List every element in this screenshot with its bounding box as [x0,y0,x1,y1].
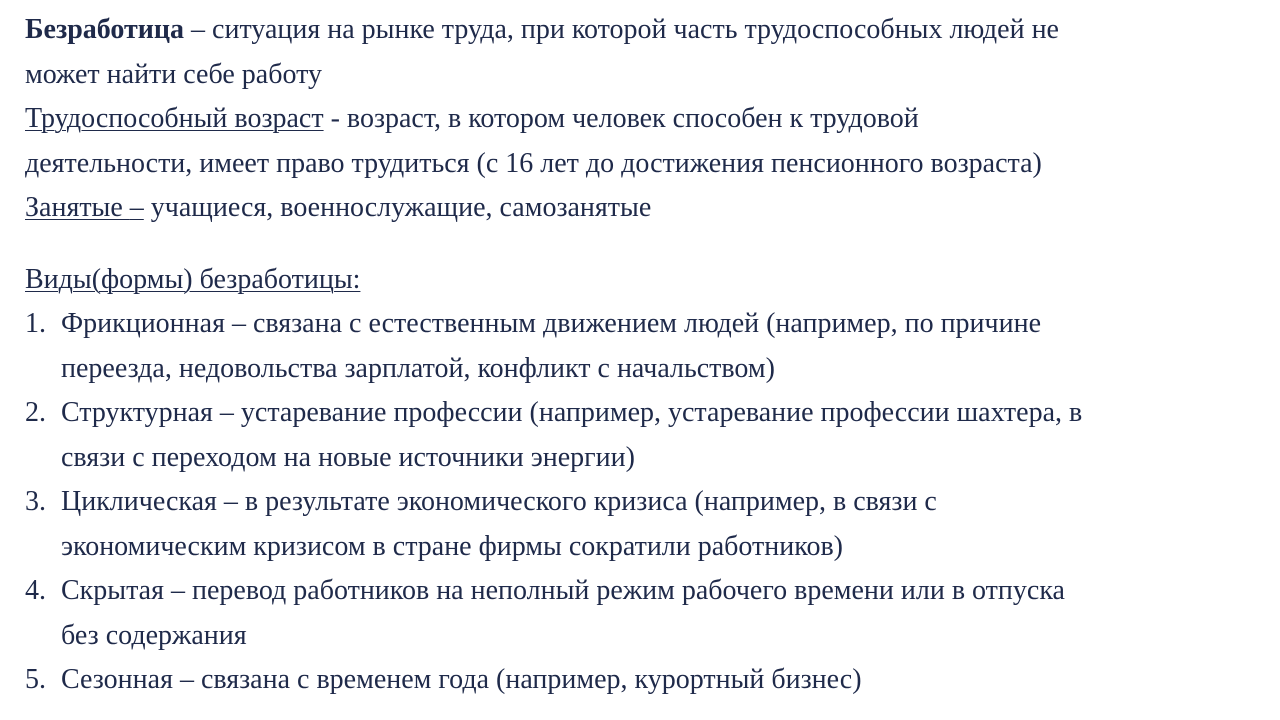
document [25,8,1265,703]
list-item [25,569,1265,658]
list-number: 1. [25,308,46,339]
list-item-text: Циклическая – в результате экономического кризиса (например, в связи с [61,486,937,517]
list-item [25,391,1265,480]
list-item-text: связи с переходом на новые источники энергии) [61,441,635,473]
list-item [25,302,1265,391]
list-item-text: Скрытая – перевод работников на неполный режим рабочего времени или в отпуска [61,575,1065,606]
definition-text: – ситуация на рынке труда, при которой часть трудоспособных людей не [184,14,1059,45]
spacer [25,231,1265,258]
definition-working-age [25,97,1265,142]
list-item-text: без содержания [61,619,247,651]
list-number: 5. [25,664,46,695]
list-item-text: Структурная – устаревание профессии (например, устаревание профессии шахтера, в [61,397,1083,428]
list-item [25,658,1265,703]
list-number: 2. [25,397,46,428]
term-unemployment: Безработица [25,14,185,45]
list-number: 4. [25,575,46,606]
list-item [25,480,1265,569]
definition-working-age-cont: деятельности, имеет право трудиться (с 16 лет до достижения пенсионного возраста) [25,147,1042,179]
definition-unemployment-cont: может найти себе работу [25,58,322,90]
definition-text: учащиеся, военнослужащие, самозанятые [143,192,652,223]
definition-text: - возраст, в котором человек способен к трудовой [323,103,919,134]
list-item-text: переезда, недовольства зарплатой, конфликт с начальством) [61,352,775,384]
list-item-text: Фрикционная – связана с естественным движением людей (например, по причине [61,308,1042,339]
list-item-text: экономическим кризисом в стране фирмы сократили работников) [61,530,843,562]
types-heading: Виды(формы) безработицы: [25,263,361,295]
list-number: 3. [25,486,46,517]
term-employed: Занятые – [25,192,144,223]
definition-unemployment [25,8,1265,53]
term-working-age: Трудоспособный возраст [25,103,324,134]
definition-employed [25,186,1265,231]
list-item-text: Сезонная – связана с временем года (например, курортный бизнес) [61,664,862,695]
